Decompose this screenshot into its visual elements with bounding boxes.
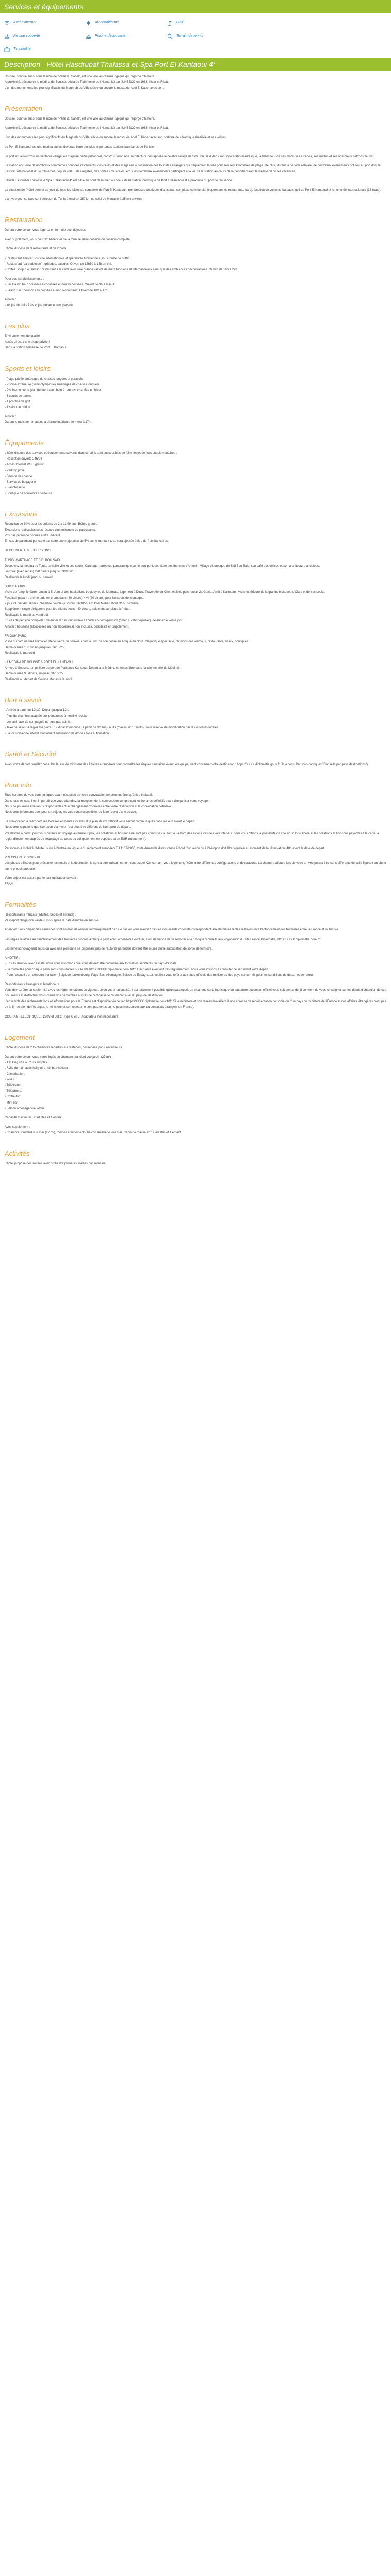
description-intro <box>5 74 386 91</box>
section-paragraph: Réduction de 30% pour les enfants de 2 à 11,99 ans. Bébés gratuit. Excursions réalisables sous réserve d'un minimum de participants. Prix par personne donnés à titre indicatif. En cas de paiement par carte bancaire une majoration de 5% sur le montant total sera ajoutée à titre de frais bancaires. <box>5 523 169 544</box>
services-panel <box>0 13 391 58</box>
intro-paragraph <box>5 74 386 91</box>
intro-line: Sousse, connue aussi sous le nom de "Perle du Sahel", est une ville au charme typique qui regorge d'histoire. <box>5 75 155 78</box>
section-paragraph: Durant votre séjour, vous serez logés en chambre standard vue jardin (27 m²) : - 1 lit king size ou 2 lits simples. - Salle de bain avec baignoire, sèche-cheveux. - Climatisation. - Wi-Fi. - Télévision. - Téléphone. - Coffre-fort. - Mini bar. - Balcon aménagé vue jardin. <box>5 1055 113 1110</box>
section-paragraph: - Restaurant Amilcar : cuisine internationale et spécialités tunisiennes, sous forme de buffet. - Restaurant "La barbecue" : grillades, salades. Ouvert de 12h30 à 15h en été. - Coffee Shop "Le Barca" : restaurant à la carte avec une grande variété de mets tunisiens et internationaux ainsi que des ambiances décontractées. Ouvert de 19h à 22h. <box>5 257 238 272</box>
intro-line: L'un des monuments les plus significatifs du Maghreb du VIIIe siècle ou encore la mosquée Abel El Kader avec son... <box>5 87 166 90</box>
section-paragraph: Les règles relatives au franchissement des frontières propres à chaque pays étant amenées à évoluer, il est demandé de se reporter à la rubrique "conseils aux voyageurs" du site France Diplomatie, https://XXXX.diplomatie.gouv.fr/. <box>5 938 322 941</box>
section-paragraph: Tous horaires de vols communiqués avant réception de votre convocation ne peuvent être qu'à titre indicatif. Dans tous les cas, il est impératif que vous attendiez la réception de la convocation comprenant les horaires définitifs avant d'organiser votre voyage. Nous ne pourrons être tenus responsables d'un changement d'horaires entre votre réservation et la convocation définitive. Nous vous informons que, pour un séjour, les vols sont susceptibles de faire l'objet d'une escale. <box>5 793 209 815</box>
service-label: Accès internet <box>13 20 37 24</box>
pool-icon <box>86 33 91 39</box>
section-paragraph: L'hôtel dispose des services et équipements suivants dont certains sont susceptibles de faire l'objet de frais supplémentaires : - Réception ouverte 24h/24 - Accès Internet Wi-Fi gratuit - Parking privé - Service de change - Service de bagagerie - Blanchisserie - Boutique de souvenirs / coiffeuse <box>5 452 177 495</box>
page <box>0 0 391 1181</box>
section-paragraph: Capacité maximum : 2 adultes et 1 enfant. <box>5 1116 63 1120</box>
section-paragraph: A proximité, découvrez la médina de Sousse, déclarée Patrimoine de l'Humanité par l'UNESCO en 1988, Kisar et Ribat. <box>5 127 169 130</box>
section-paragraph: Avant votre départ, veuillez consulter le site du ministère des Affaires étrangères pour connaître les risques sanitaires éventuels qui peuvent concerner votre destination : https://XXXX.diplomatie.gouv.fr (ils à consulter sous-rubriques "Conseils par pays destinations") <box>5 762 368 766</box>
section-paragraph: PRÉCISION DESCRIPTIF Les photos utilisées pour présenter les hôtels et la destination le sont à titre indicatif et non-contractuel. Concernant votre logement, l'hôtel offre différentes configurations et décorations. La chambre allouée lors de votre arrivée pourra être sans différente de celle figurant en photo sur le produit proposé. <box>5 856 386 871</box>
section-paragraph: - Arrivée à partir de 12h30. Départ jusqu'à 12h. - Plus de chambre adaptée aux personnes à mobilité réduite. - Les animaux de compagnie ne sont pas admis. - Taxe de séjour à régler sur place : 12 dinars/personne (à partir de 12 ans)/ nuits (maximum 10 nuits), sous réserve de modification par les autorités locales. - La loi tunisienne interdit strictement l'utilisation de drones sans autorisation. <box>5 709 219 735</box>
section-paragraph: Environnement de qualité Accès direct à une plage privée ! Dans la station balnéaire de Port El Kantaoui <box>5 335 67 350</box>
service-label: Tv satellite <box>13 47 31 51</box>
section-paragraph: L'hôtel dispose de 3 restaurants et de 2 bars : <box>5 247 68 251</box>
service-label: Golf <box>176 20 183 24</box>
section-paragraph: L'Hôtel Hasdrubal Thalassa & Spa El Kantaoui 4* est situé en bord de la mer, au coeur de la station touristique de Port El Kantaoui et à proximité du port de plaisance. <box>5 179 233 182</box>
service-label: Piscine couverte <box>13 33 40 38</box>
section-paragraph: L'arrivée peut se faire sur l'aéroport de Tunis à environ 150 km ou celui de Monastir à 25 km environ. <box>5 198 143 201</box>
section-paragraph: Votre séjour est assuré par le tour-opérateur suivant : FRAM <box>5 877 78 886</box>
section-paragraph: TUNIS, CARTHAGE ET SIDI BOU SAID Découvrez la médina de Tunis, la vieille ville et ses souks. Carthage : arrêt vue panoramique sur le port punique, visite des thermes d'Antonin. Village pittoresque de Sidi Bou Saïd, son café des délices et son architecture andalouse. Journée (avec repas) 270 dinars jusqu'au 31/10/25. Réalisable le lundi, jeudi ou samedi. <box>5 558 322 579</box>
section-paragraph: Attention : les compagnies aériennes sont en droit de refuser l'embarquement dans le cas où vous n'auriez pas les documents d'identité correspondant aux dernières règles relatives ou à l'enfoncement des frontières entre la France et la Tunisie. <box>5 928 339 932</box>
section-paragraph: La convocation à l'aéroport, les horaires en heures locales et le plan de vol définitif vous seront communiqués dans les 48h avant le départ. Nous vous signalons que l'aéroport d'arrivée n'est peut être différent de l'aéroport de départ. Prestations à bord : pour vous garantir un voyage au meilleur prix, les collations et boissons ne sont pas comprises au tarif ou à bord des avions lors des vols intérieur. nous vous offrons la possibilité de choisir un loisir libéré et les collations et boissons payantes à la carte, à régler directement auprès de l'équipage au cours du vol (paiement en espèces et en EUR uniquement). <box>5 820 379 841</box>
service-label: Terrain de tennis <box>176 33 203 38</box>
service-item <box>167 33 249 39</box>
service-item <box>4 33 86 39</box>
section-paragraph: La situation de l'hôtel permet de jouir de tous les loisirs du complexe de Port El Kantaoui : nombreuses boutiques d'artisanat, complexe commercial (supermarché, restaurants, bars), location de voitures, bateaux, golf de Port El Kantaoui et renommée internationale (36 trous). <box>5 189 381 192</box>
section-paragraph: FRIGUIA PARC Visite du parc naturel animalier. Découverte du nouveau parc à 5km de son genre en Afrique du Nord. Magnifique spectacle, réunions des animaux, restaurants, snack, boutiques... Demi-journée 130 dinars jusqu'au 31/10/25. Réalisable le mercredi. <box>5 634 251 655</box>
section-title: Excursions <box>5 510 38 518</box>
section-paragraph: LA MEDINA DE SOUSSE & PORT EL KANTAOUI Arrivée à Sousse, temps libre au port de Plaisance Kantaoui. Départ à la Médina et temps libre dans l'ancienne ville (la Médina). Demi-journée 95 dinars, jusqu'au 31/10/25. Réalisable au départ de Sousse Monastir le lundi. <box>5 661 181 682</box>
section-paragraph: Personnes à mobilité réduite : suite à l'entrée en vigueur du règlement européen EU 1107/2006, toute demande d'assistance à bord d'un avion ou à l'aéroport doit être signalée au moment de la réservation, 48h avant la date de départ. <box>5 846 325 850</box>
service-item <box>86 33 167 39</box>
section-title: Santé et Sécurité <box>5 750 56 758</box>
section-title: Restauration <box>5 216 43 224</box>
snowflake-icon <box>86 20 91 26</box>
section-paragraph: Avec supplément : - Chambre standard vue mer (27 m²), mêmes équipements, balcon aménagé vue mer. Capacité maximum : 2 adultes et 1 enfant. <box>5 1125 182 1134</box>
section-paragraph: A NOTER : - En cas d'un vol avec escale, nous vous informons que vous devrez être conforme aux formalités sanitaires du pays d'escale. - La modalités pour chaque pays sont consultables sur le site https://XXXX.diplomatie.gouv.fr/fr/. L'actualité évoluant très régulièrement, nous vous invitons à consulter ce lien avant votre départ. - Pour l'accueil d'un aéroport frontalier (Belgique, Luxembourg, Pays-Bas, Allemagne, Suisse ou Espagne...), veuillez vous référer aux sites officiels des ministères des pays concernés pour les conditions de départ et de retour. <box>5 956 314 977</box>
section-title: Présentation <box>5 105 42 113</box>
description-sections <box>5 105 386 1167</box>
section-paragraph: Durant votre séjour, vous logerez en formule petit déjeuner. <box>5 229 86 232</box>
section-title: Sports et loisirs <box>5 364 51 372</box>
intro-line: A proximité, découvrez la médina de Sousse, déclarée Patrimoine de l'Humanité par l'UNESCO en 1988, Kisar et Ribat. <box>5 81 169 84</box>
section-paragraph: L'hôtel dispose de 235 chambres réparties sur 3 étages, desservies par 2 ascenseurs. <box>5 1046 123 1049</box>
section-title: Activités <box>5 1149 30 1157</box>
section-paragraph: Sousse, connue aussi sous le nom de "Perle du Sahel", est une ville au charme typique qui regorge d'histoire. <box>5 117 155 121</box>
section-title: Équipements <box>5 439 44 447</box>
description-header: Description - Hôtel Hasdrubal Thalassa et Spa Port El Kantaoui 4* <box>0 58 391 71</box>
section-paragraph: Le Port El Kantaoui est une marina qui est devenue l'une des plus importantes stations balnéaires de Tunisie. <box>5 145 155 149</box>
service-label: Air conditionné <box>95 20 119 24</box>
section-paragraph: Le port est aujourd'hui un véritable village, en majeure partie piétonnier, construit selon une architecture qui rappelle le célèbre village de Sidi Bou Saïd dans son style arabo-mauresque, la blancheur de ses murs, ses arcades, ses ruelles et ses nombreux balcons fleuris. <box>5 155 374 158</box>
services-grid <box>4 16 387 53</box>
section-title: Bon à savoir <box>5 696 42 704</box>
section-paragraph: SUD 2 JOURS Visite de l'amphithéâtre romain à El Jem et des habitations troglodytes de Matmata, logement à Douz. Traversée du Chott el Jerid puis retour via Gafsa. Arrêt à Kairouan : visite extérieure de la grande mosquée d'Okba et de ses souks. Facultatif payant : promenade en dromadaire (40 dinars), 4x4 (80 dinars) pour les souts de montagne. 2 jours/1 nuit 490 dinars (chambre double) jusqu'au 31/10/25 à l'Hôtel Mehari Douz 3* ou similaire. Supplément single obligatoire pour les clients seuls : 40 dinars, paiement sur place à l'hôtel. Réalisable le mardi ou vendredi. En cas de pension complète : déjeuner le 1er jour, nuitée à l'hôtel en demi-pension (dîner + Petit-déjeuner), déjeuner le 2ème jour. A noter : boissons (alcoolisées ou non alcoolisées) non incluses, possibilité en supplément. <box>5 585 325 629</box>
section-paragraph: - Plage privée aménagée de chaises longues et parasols. - Piscine extérieure (semi-olympique) aménagée de chaises longues. - Piscine couverte (eau de mer) avec bain à remous, chauffée en hiver. - 3 courts de tennis. - 1 practice de golf. - 1 salon de bridge. <box>5 377 102 409</box>
description-content <box>0 71 391 1181</box>
services-header: Services et équipements <box>0 0 391 13</box>
section-title: Pour info <box>5 781 32 789</box>
section-paragraph: A noter : Durant le mois de ramadan, la piscine intérieure fermera à 17h. <box>5 415 92 425</box>
section-paragraph: L'un des monuments les plus significatifs du Maghreb du VIIIe siècle ou encore la mosquée Abel El Kader avec son portique de céramique émaillée et ses voûtes. <box>5 136 227 140</box>
service-item <box>4 20 86 26</box>
service-label: Piscine découverte <box>95 33 126 38</box>
section-paragraph: Ressortissants français (adultes, bébés et enfants) : Passeport obligatoire valide 6 mois après la date d'entrée en Tunisie. <box>5 913 100 923</box>
section-paragraph: Avec supplément, vous pourrez bénéficier de la formule demi-pension ou pension complète. <box>5 238 131 242</box>
wifi-icon <box>4 20 10 26</box>
section-paragraph: Ressortissants étrangers et binationaux : Vous devrez être en conformité avec les réglementations en vigueur, selon votre nationalité. Il est totalement possible qu'un passeport, un visa, une carte touristique ou tout autre document officiel vous soit demandé. Il convient de vous renseigner sur les délais d'obtention de ces documents et d'effectuer vous-même vos démarches auprès de l'ambassade ou du consulat du pays de destination. L'ensemble des règlementations et informations pour la France est disponible via ce lien https://XXXX.diplomatie.gouv.fr/fr. Si le ministère et son réseau travaillent à une adresse de représentation de sortie ou d'un pays du ministère de l'Europe et des affaires étrangères n'est pas de la fin de bien de l'étranger, le ministère et son réseau ne sont pas tenus sur le pays (ressources aux du consulats étrangers en France). <box>5 983 386 1009</box>
section-paragraph: Les mineurs voyageant seuls ou avec une personne ne disposant pas de l'autorité parentale doivent être munis d'une autorisation de sortie de territoire. <box>5 947 213 951</box>
section-paragraph: COURANT ÉLECTRIQUE : 220V et 50Hz. Type C et E. Adaptateur non nécessaire. <box>5 1015 119 1019</box>
section-paragraph: A noter : - les jus de fruits frais et jus d'orange sont payants. <box>5 298 74 308</box>
pool-icon <box>4 33 10 39</box>
section-paragraph: DECOUVERTE & ESCURSIONS <box>5 549 51 553</box>
service-item <box>86 20 167 26</box>
tv-icon <box>4 47 10 53</box>
service-item <box>167 20 249 26</box>
section-title: Formalités <box>5 901 36 909</box>
golf-icon <box>167 20 173 26</box>
section-paragraph: La station accueille de nombreux commerces dont des restaurants, des cafés et des magasins à destination des touristes étrangers qui fréquentent la ville pour ses sept kilomètres de plage. De plus, durant la période estivale, de nombreux évènements ont lieu au port dont le Festival International d'Eté d'Internet (depuis 2003), des régates, des soirées musicales, etc. Ces nombreux évènements participent à la vie de la station au cours de la période durant le week-end ou les vacances. <box>5 164 381 173</box>
section-title: Logement <box>5 1033 35 1041</box>
service-item <box>4 46 86 53</box>
section-paragraph: Pour vos rafraîchissements : - Bar Hasdrubal : boissons alcoolisées et non alcoolisées. Ouvert de 9h à minuit. - Beach Bar : boissons alcoolisées et non alcoolisées. Ouvert de 10h à 17h. <box>5 277 116 292</box>
section-paragraph: L'hôtel propose des soirées avec orchestre plusieurs soirées par semaine. <box>5 1162 107 1165</box>
section-title: Les plus <box>5 322 30 330</box>
tennis-icon <box>167 33 173 39</box>
